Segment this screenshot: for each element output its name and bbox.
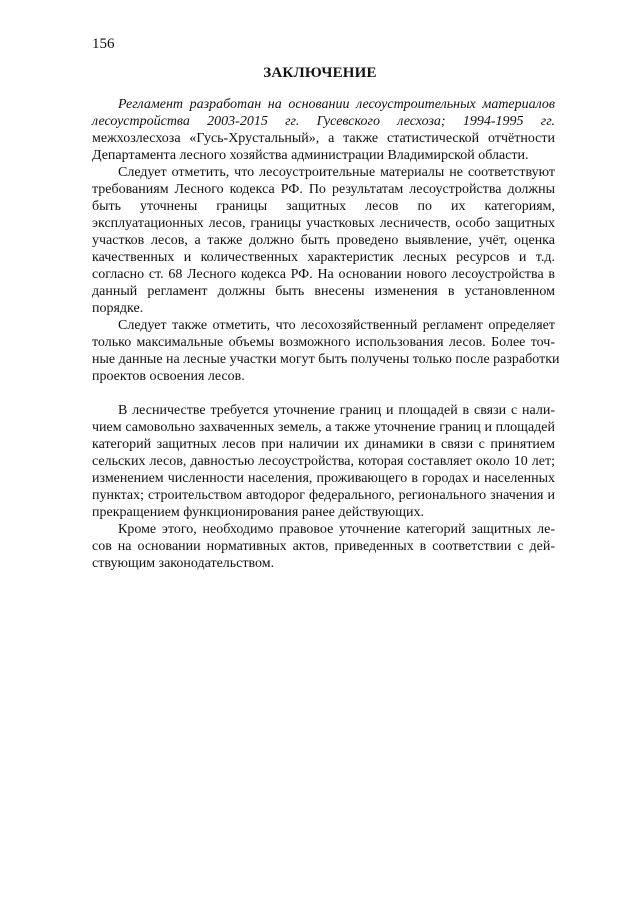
paragraph-gap <box>92 385 555 402</box>
text-line: сельских лесов, давностью лесоустройства, которая составляет около 10 лет; <box>92 454 555 469</box>
document-body <box>92 96 560 572</box>
text-line: сов на основании нормативных актов, приведенных в соответствии с дей- <box>92 539 555 554</box>
text-line: только максимальные объемы возможного использования лесов. Более точ- <box>92 335 555 350</box>
text-line: участков лесов, а также должно быть проведено выявление, учёт, оценка <box>92 233 555 248</box>
text-line: категорий защитных лесов при наличии их динамики в связи с принятием <box>92 437 555 452</box>
text-line: Следует также отметить, что лесохозяйственный регламент определяет <box>118 318 555 333</box>
text-line: порядке. <box>92 301 144 316</box>
paragraph-legal <box>92 521 555 572</box>
text-line: межхозлесхоза «Гусь-Хрустальный», а также статистической отчётности <box>92 131 555 146</box>
text-line: Регламент разработан на основании лесоустроительных материалов <box>118 97 555 112</box>
page-number: 156 <box>92 36 115 52</box>
text-line: Департамента лесного хозяйства администрации Владимирской области. <box>92 148 529 163</box>
text-line: прекращением функционирования ранее действующих. <box>92 505 424 520</box>
text-line: эксплуатационных лесов, границы участковых лесничеств, особо защитных <box>92 216 555 231</box>
section-title: ЗАКЛЮЧЕНИЕ <box>263 65 377 81</box>
paragraph-sources <box>92 96 555 164</box>
text-line: В лесничестве требуется уточнение границ и площадей в связи с нали- <box>118 403 555 418</box>
text-line: требованиям Лесного кодекса РФ. По результатам лесоустройства должны <box>92 182 555 197</box>
text-line: лесоустройства 2003-2015 гг. Гусевского лесхоза; 1994-1995 гг. <box>92 114 555 129</box>
text-line: изменением численности населения, проживающего в городах и населенных <box>92 471 555 486</box>
text-line: Кроме этого, необходимо правовое уточнение категорий защитных ле- <box>118 522 555 537</box>
paragraph-volumes <box>92 317 560 385</box>
text-line: чием самовольно захваченных земель, а также уточнение границ и площадей <box>92 420 555 435</box>
text-line: Следует отметить, что лесоустроительные материалы не соответствуют <box>118 165 555 180</box>
paragraph-noncompliance <box>92 164 555 317</box>
text-line: данный регламент должны быть внесены изменения в установленном <box>92 284 555 299</box>
text-line: пунктах; строительством автодорог федерального, регионального значения и <box>92 488 555 503</box>
text-line: ствующим законодательством. <box>92 556 275 571</box>
text-line: ные данные на лесные участки могут быть получены только после разработки <box>92 352 560 367</box>
text-line: проектов освоения лесов. <box>92 369 245 384</box>
paragraph-boundaries <box>92 402 555 521</box>
text-line: качественных и количественных характеристик лесных ресурсов и т.д. <box>92 250 555 265</box>
text-line: согласно ст. 68 Лесного кодекса РФ. На основании нового лесоустройства в <box>92 267 555 282</box>
text-line: быть уточнены границы защитных лесов по их категориям, <box>92 199 555 214</box>
